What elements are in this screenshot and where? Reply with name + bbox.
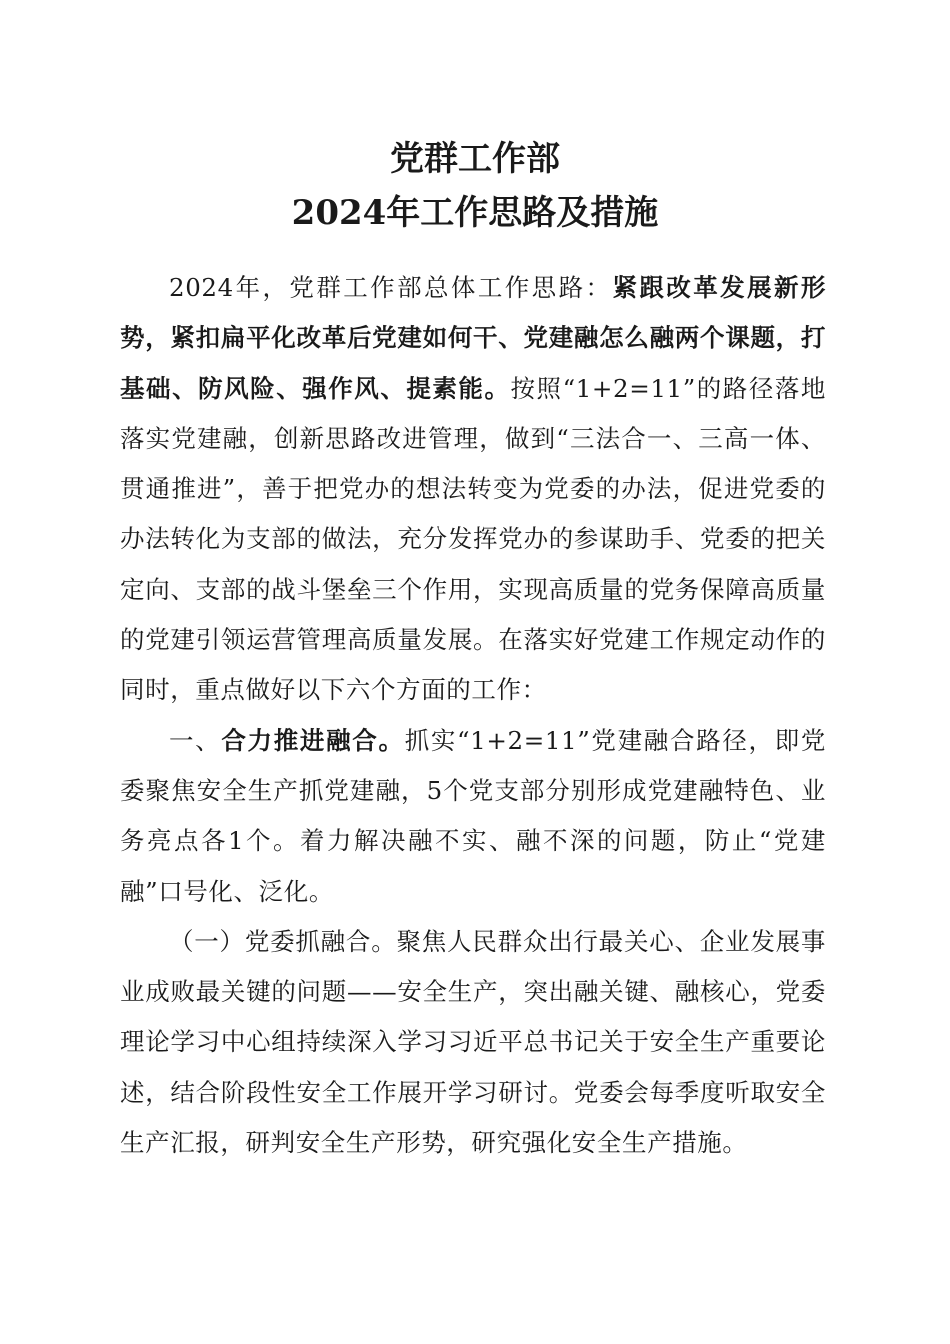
paragraph-lead: 2024年，党群工作部总体工作思路：	[169, 273, 613, 302]
paragraph-text: 按照“1+2=11”的路径落地落实党建融，创新思路改进管理，做到“三法合一、三高一体、贯通推进”，善于把党办的想法转变为党委的办法，促进党委的办法转化为支部的做法，充分发挥党办的参谋助手、党委的把关定向、支部的战斗堡垒三个作用，实现高质量的党务保障高质量的党建引领运营管理高质量发展。在落实好党建工作规定动作的同时，重点做好以下六个方面的工作：	[120, 373, 826, 705]
paragraph-text: 抓实“1+2=11”党建融合路径，即党委聚焦安全生产抓党建融，5个党支部分别形成党建融特色、业务亮点各1个。着力解决融不实、融不深的问题，防止“党建融”口号化、泛化。	[120, 725, 826, 906]
paragraph-overview	[120, 263, 826, 716]
paragraph-subsection-1	[120, 917, 826, 1168]
section-heading: 合力推进融合。	[221, 725, 405, 755]
paragraph-text: （一）党委抓融合。聚焦人民群众出行最关心、企业发展事业成败最关键的问题——安全生产，突出融关键、融核心，党委理论学习中心组持续深入学习习近平总书记关于安全生产重要论述，结合阶段性安全工作展开学习研讨。党委会每季度听取安全生产汇报，研判安全生产形势，研究强化安全生产措施。	[120, 926, 826, 1158]
paragraph-bold-text: 紧跟改革发展新形势，紧扣扁平化改革后党建如何干、党建融怎么融两个课题，打基础、防风险、强作风、提素能。	[120, 273, 826, 403]
paragraph-lead: 一、	[169, 725, 222, 755]
document-body	[120, 263, 826, 1168]
title-line-1: 党群工作部	[390, 139, 560, 179]
document-title	[0, 132, 950, 240]
title-line-2: 2024年工作思路及措施	[291, 193, 659, 233]
paragraph-section-1	[120, 716, 826, 917]
